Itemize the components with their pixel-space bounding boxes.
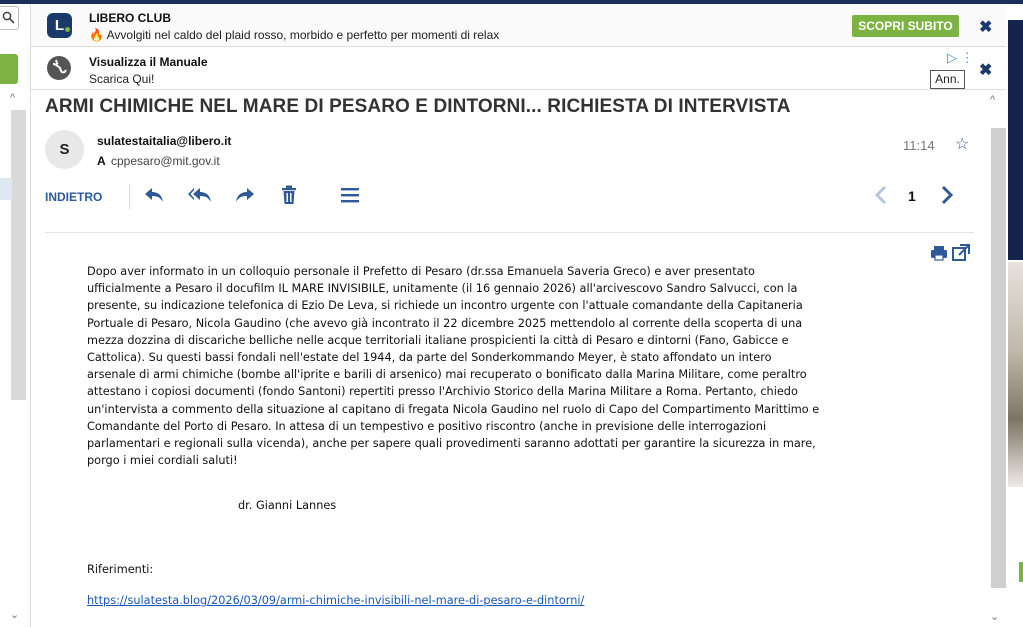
email-subject: ARMI CHIMICHE NEL MARE DI PESARO E DINTORNI... RICHIESTA DI INTERVISTA — [45, 96, 791, 117]
scroll-down-icon[interactable]: ⌄ — [990, 611, 1000, 623]
scrollbar-thumb[interactable] — [991, 128, 1006, 588]
print-icon[interactable] — [930, 244, 972, 267]
side-ad-accent — [1019, 562, 1023, 582]
left-scrollbar[interactable] — [11, 110, 26, 400]
avatar: S — [45, 130, 84, 169]
banner-subtitle-text: Avvolgiti nel caldo del plaid rosso, morbido e perfetto per momenti di relax — [106, 28, 500, 42]
recipient-address[interactable]: cppesaro@mit.gov.it — [111, 154, 220, 168]
forward-icon[interactable] — [234, 184, 256, 213]
compose-button[interactable] — [0, 54, 18, 84]
top-bar — [0, 0, 1023, 4]
libero-logo-icon: L — [47, 13, 72, 38]
references-label: Riferimenti: — [87, 563, 154, 576]
banner-subtitle — [89, 28, 499, 42]
email-body: Dopo aver informato in un colloquio personale il Prefetto di Pesaro (dr.ssa Emanuela Saveria Greco) e aver presentato ufficialmente a Pesaro il docufilm IL MARE INVISIBILE, unitamente (il 16 gennaio 2026) all'arcivescovo Sandro Salvucci, con la presente, su indicazione telefonica di Ezio De Leva, si richiede un incontro urgente con l'attuale comandante della Capitaneria Portuale di Pesaro, Nicola Gaudino (che avevo già incontrato il 22 dicembre 2025 mettendolo al corrente della scoperta di una mezza dozzina di discariche belliche nelle acque territoriali italiane prospicienti la città di Pesaro e dintorni (Fano, Gabicce e Cattolica). Su questi bassi fondali nell'estate del 1944, da parte del Sonderkommando Meyer, è stato affondato un intero arsenale di armi chimiche (bombe all'iprite e barili di arsenico) mai recuperato o bonificato dalla Marina Militare, come peraltro attestano i copiosi documenti (fondo Santoni) repertiti presso l'Archivio Storico della Marina Militare a Roma. Pertanto, chiedo un'intervista a commento della situazione al capitano di fregata Nicola Gaudino nel ruolo di Capo del Compartimento Marittimo e Comandante del Porto di Pesaro. In attesa di un tempestivo e positivo riscontro (anche in previsione delle interrogazioni parlamentari e regionali sulla vicenda), anche per sapere quali provedimenti saranno adottati per garantire la sicurezza in mare, porgo i miei cordiali saluti! — [87, 265, 820, 468]
recipient-prefix: A — [97, 154, 106, 168]
scopri-subito-button[interactable]: SCOPRI SUBITO — [852, 15, 959, 37]
manual-subtitle[interactable]: Scarica Qui! — [89, 72, 155, 86]
reply-all-icon[interactable] — [188, 184, 212, 213]
adchoices-icon[interactable]: ▷ ⋮ — [947, 50, 974, 65]
scroll-up-icon[interactable]: ^ — [10, 92, 16, 104]
fire-icon: 🔥 — [89, 28, 104, 42]
signature: dr. Gianni Lannes — [238, 499, 337, 512]
menu-icon[interactable] — [340, 184, 360, 213]
sender-address[interactable]: sulatestaitalia@libero.it — [97, 134, 232, 148]
selected-folder-highlight[interactable] — [0, 178, 12, 200]
side-ad-panel[interactable] — [1008, 20, 1023, 260]
previous-icon[interactable] — [874, 184, 888, 212]
ann-button[interactable]: Ann. — [930, 70, 965, 89]
globe-icon — [47, 56, 71, 80]
trash-icon[interactable] — [280, 184, 298, 213]
banner-brand: LIBERO CLUB — [89, 11, 171, 25]
star-icon[interactable]: ☆ — [955, 136, 970, 153]
manual-title[interactable]: Visualizza il Manuale — [89, 55, 208, 69]
email-time: 11:14 — [903, 138, 935, 153]
divider — [45, 232, 974, 233]
search-icon[interactable] — [0, 6, 19, 30]
scroll-down-icon[interactable]: ⌄ — [10, 609, 20, 621]
toolbar-divider — [129, 184, 130, 210]
close-icon[interactable]: ✖ — [979, 62, 993, 79]
scroll-up-icon[interactable]: ^ — [990, 94, 996, 106]
close-icon[interactable]: ✖ — [979, 19, 993, 36]
side-ad-image[interactable] — [1008, 262, 1023, 487]
logo-dot — [65, 27, 70, 32]
reference-link[interactable]: https://sulatesta.blog/2026/03/09/armi-chimiche-invisibili-nel-mare-di-pesaro-e-dintorni/ — [87, 594, 585, 607]
reply-icon[interactable] — [143, 184, 165, 213]
page-number: 1 — [908, 188, 916, 204]
next-icon[interactable] — [940, 184, 954, 212]
back-button[interactable]: INDIETRO — [45, 190, 103, 204]
